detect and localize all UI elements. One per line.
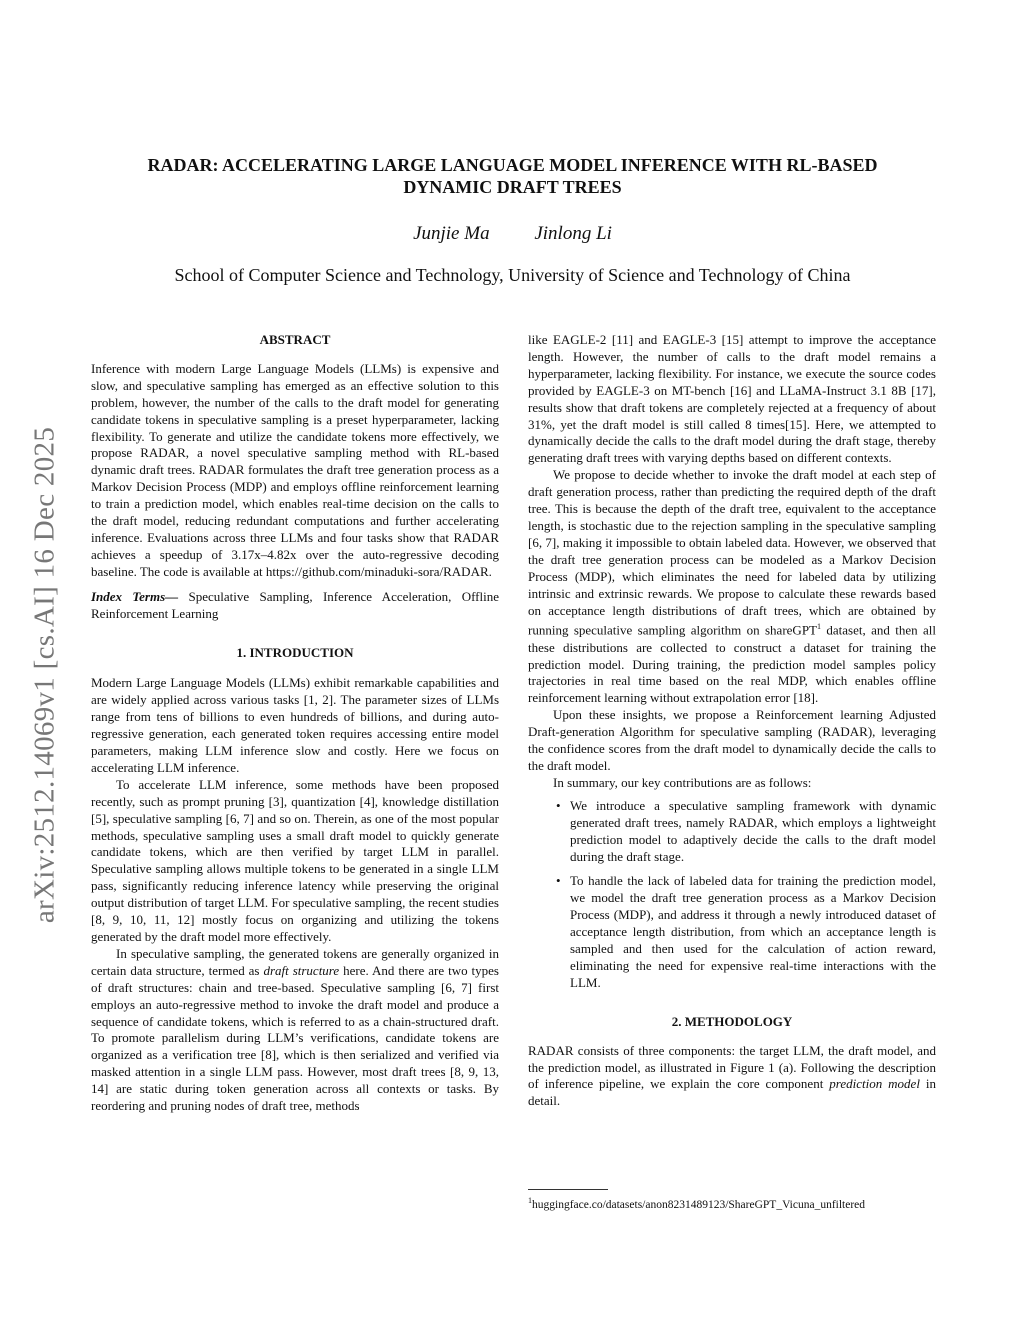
- abstract-heading: ABSTRACT: [259, 332, 331, 347]
- emphasis-draft-structure: draft structure: [263, 962, 340, 978]
- method-paragraph: [528, 1043, 936, 1111]
- intro-paragraph: In summary, our key contributions are as follows:: [553, 774, 812, 790]
- emphasis-prediction-model: prediction model: [829, 1076, 920, 1092]
- left-column: [91, 332, 499, 1115]
- text-run: in detail.: [528, 1076, 936, 1109]
- index-terms: [91, 589, 499, 623]
- intro-paragraph: Upon these insights, we propose a Reinforcement learning Adjusted Draft-generation Algorithm for speculative sampling (RADAR), leveraging the confidence scores from the draft model to dynamically decide the calls to the draft model.: [528, 707, 936, 773]
- text-run: We propose to decide whether to invoke the draft model at each step of draft generation process, rather than predicting the required depth of the draft tree. This is because the depth of the draft tree, equivalent to the acceptance length, is stochastic due to the rejection sampling in the speculative sampling [6, 7], making it impossible to obtain labeled data. However, we observed that the draft tree generation process can be modeled as a Markov Decision Process (MDP), which eliminates the need for labeled data by utilizing intrinsic and extrinsic rewards. We propose to calculate these rewards based on acceptance length distributions of draft trees, which are obtained by running speculative sampling algorithm on shareGPT: [528, 467, 936, 638]
- paper-title: [90, 154, 935, 198]
- title-line-1: RADAR: ACCELERATING LARGE LANGUAGE MODEL INFERENCE WITH RL-BASED: [147, 155, 878, 175]
- list-item: • We introduce a speculative sampling framework with dynamic generated draft trees, namely RADAR, which employs a lightweight prediction model to adaptively decide the calls to the draft model during the draft stage.: [570, 798, 936, 866]
- footnote: [528, 1193, 948, 1213]
- author-name: Jinlong Li: [534, 223, 612, 244]
- text-run: dataset, and then all these distributions are collected to construct a dataset for training the prediction model. During training, the prediction model samples policy trajectories in real time based on the real MDP, which enables offline reinforcement learning without extrapolation error [18].: [528, 622, 936, 706]
- index-terms-text: Speculative Sampling, Inference Acceleration, Offline Reinforcement Learning: [91, 588, 499, 621]
- intro-paragraph: Modern Large Language Models (LLMs) exhibit remarkable capabilities and are widely applied across various tasks [1, 2]. The parameter sizes of LLMs range from tens of billions to even hundreds of billions, and during auto-regressive generation, each generated token requires accessing entire model parameters, making LLM inference slow and costly. Here we focus on accelerating LLM inference.: [91, 675, 499, 775]
- author-list: [90, 223, 935, 245]
- footnote-link[interactable]: huggingface.co/datasets/anon8231489123/ShareGPT_Vicuna_unfiltered: [532, 1198, 866, 1211]
- footnote-marker: 1: [817, 622, 821, 632]
- affiliation: School of Computer Science and Technology, University of Science and Technology of China: [174, 265, 851, 285]
- author-name: Junjie Ma: [413, 223, 490, 244]
- title-line-2: DYNAMIC DRAFT TREES: [403, 177, 622, 197]
- introduction-heading: 1. INTRODUCTION: [236, 644, 354, 660]
- arxiv-identifier: arXiv:2512.14069v1 [cs.AI] 16 Dec 2025: [28, 426, 61, 924]
- footnote-number: 1: [528, 1196, 532, 1205]
- intro-paragraph: like EAGLE-2 [11] and EAGLE-3 [15] attempt to improve the acceptance length. However, the number of calls to the draft model remains a hyperparameter, lacking flexibility. For instance, we execute the source codes provided by EAGLE-3 on MT-bench [16] and LLaMA-Instruct 3.1 8B [17], results show that draft tokens are completely rejected at a frequency of about 31%, yet the draft model is still called 8 times[15]. Here, we attempted to dynamically decide the calls to the draft model during the draft stage, thereby generating draft trees with varying depths based on different contexts.: [528, 332, 936, 466]
- arxiv-sidebar: [20, 375, 70, 975]
- text-run: RADAR consists of three components: the target LLM, the draft model, and the prediction model, as illustrated in Figure 1 (a). Following the description of inference pipeline, we explain the core component: [528, 1042, 936, 1092]
- text-run: here. And there are two types of draft structures: chain and tree-based. Speculative sampling [6, 7] first employs an auto-regressive method to invoke the draft model and produce a sequence of candidate tokens, which is referred to as a chain-structured draft. To promote parallelism during LLM’s verifications, candidate tokens are organized as a verification tree [8], which is then serialized and verified via masked attention in a single LLM pass. However, most draft trees [8, 9, 13, 14] are static during token generation across all contexts or tasks. By reordering and pruning nodes of draft tree, methods: [91, 962, 499, 1114]
- text-run: In speculative sampling, the generated tokens are generally organized in certain data structure, termed as: [91, 945, 499, 978]
- methodology-heading: 2. METHODOLOGY: [671, 1013, 793, 1029]
- contributions-list: [528, 798, 936, 992]
- intro-paragraph: [528, 467, 936, 707]
- intro-paragraph: To accelerate LLM inference, some methods have been proposed recently, such as prompt pruning [3], quantization [4], knowledge distillation [5], speculative sampling [6, 7] and so on. Therein, as one of the most popular methods, speculative sampling uses a small draft model to quickly generate candidate tokens, which are then verified by target LLM in parallel. Speculative sampling allows multiple tokens to be generated in a single LLM pass, significantly reducing inference latency while preserving the original output distribution of target LLM. For speculative sampling, the recent studies [8, 9, 10, 11, 12] mostly focus on organizing and utilizing the tokens generated by the draft model more effectively.: [91, 776, 499, 944]
- abstract-text: Inference with modern Large Language Models (LLMs) is expensive and slow, and speculative sampling has emerged as an effective solution to this problem, however, the number of the calls to the draft model for generating candidate tokens in speculative sampling is a preset hyperparameter, lacking flexibility. To generate and utilize the candidate tokens more effectively, we propose RADAR, a novel speculative sampling method with RL-based dynamic draft trees. RADAR formulates the draft tree generation process as a Markov Decision Process (MDP) and employs offline reinforcement learning to train a prediction model, which enables real-time decision on the calls to the draft model, reducing redundant computations and further accelerating inference. Evaluations across three LLMs and four tasks show that RADAR achieves a speedup of 3.17x–4.82x over the auto-regressive decoding baseline. The code is available at https://github.com/minaduki-sora/RADAR.: [91, 360, 499, 579]
- list-item: • To handle the lack of labeled data for training the prediction model, we model the draft tree generation process as a Markov Decision Process (MDP), and address it through a newly introduced dataset of acceptance length distribution, from which an acceptance length is sampled and then used for the calculation of action reward, eliminating the need for expensive real-time interactions with the LLM.: [570, 873, 936, 991]
- right-column: [528, 332, 936, 1110]
- footnote-rule: [528, 1189, 608, 1190]
- intro-paragraph: [91, 946, 499, 1115]
- index-terms-label: Index Terms—: [91, 588, 179, 604]
